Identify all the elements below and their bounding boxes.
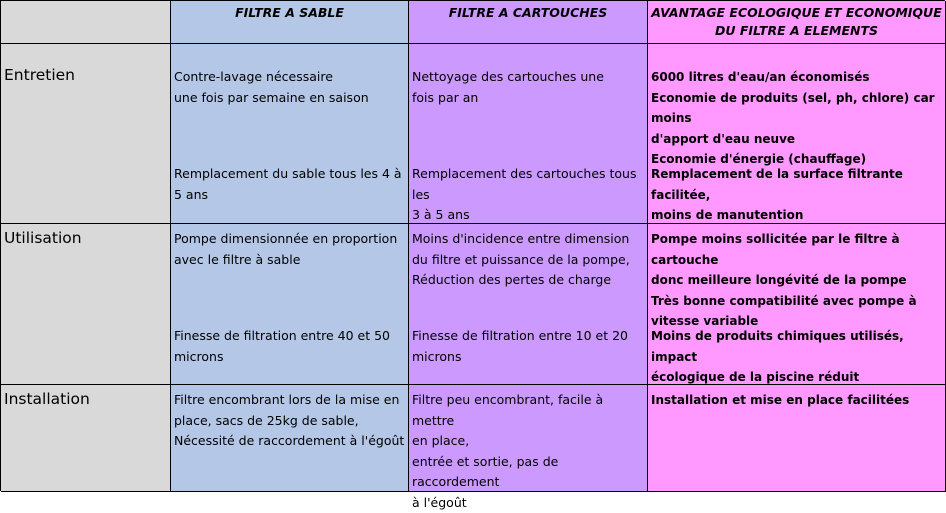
cell-entretien-cartouches xyxy=(409,44,648,224)
cell-text: Remplacement du sable tous les 4 à 5 ans xyxy=(174,166,402,202)
cell-text: Filtre peu encombrant, facile à mettre en place, entrée et sortie, pas de raccordement à l'égoût xyxy=(412,392,604,510)
cell-entretien-sable xyxy=(171,44,409,224)
header-cartouches: FILTRE A CARTOUCHES xyxy=(409,1,648,44)
cell-utilisation-avantage xyxy=(648,224,946,385)
row-label: Entretien xyxy=(4,66,76,84)
cell-installation-sable xyxy=(171,385,409,492)
row-label-cell-installation xyxy=(1,385,171,492)
cell-text: Remplacement des cartouches tous les 3 à 5 ans xyxy=(412,166,637,222)
row-label: Utilisation xyxy=(4,229,82,247)
row-label-cell-entretien xyxy=(1,44,171,224)
header-avantage-text: AVANTAGE ECOLOGIQUE ET ECONOMIQUE DU FILTRE A ELEMENTS xyxy=(651,5,942,38)
cell-installation-cartouches xyxy=(409,385,648,510)
cell-text: Finesse de filtration entre 40 et 50 microns xyxy=(174,328,391,364)
header-sable: FILTRE A SABLE xyxy=(171,1,409,44)
cell-text: Finesse de filtration entre 10 et 20 microns xyxy=(412,328,629,364)
cell-utilisation-cartouches xyxy=(409,224,648,385)
cell-text: Pompe moins sollicitée par le filtre à cartouche donc meilleure longévité de la pompe Très bonne compatibilité avec pompe à vitesse variable xyxy=(651,232,917,328)
row-label: Installation xyxy=(4,390,90,408)
cell-text: Filtre encombrant lors de la mise en place, sacs de 25kg de sable, Nécessité de raccordement à l'égoût xyxy=(174,392,405,448)
cell-text: Moins d'incidence entre dimension du filtre et puissance de la pompe, Réduction des pertes de charge xyxy=(412,231,630,287)
cell-text: Moins de produits chimiques utilisés, impact écologique de la piscine réduit xyxy=(651,329,904,384)
header-avantage xyxy=(648,1,946,44)
cell-utilisation-sable xyxy=(171,224,409,385)
cell-text: Nettoyage des cartouches une fois par an xyxy=(412,69,604,105)
cell-text: Remplacement de la surface filtrante facilitée, moins de manutention xyxy=(651,167,903,222)
row-label-cell-utilisation xyxy=(1,224,171,385)
header-corner-cell xyxy=(1,1,171,44)
cell-text: Contre-lavage nécessaire une fois par semaine en saison xyxy=(174,69,369,105)
cell-text: Installation et mise en place facilitées xyxy=(651,393,910,407)
cell-text: 6000 litres d'eau/an économisés Economie de produits (sel, ph, chlore) car moins d'apport d'eau neuve Economie d'énergie (chauffage) xyxy=(651,70,935,166)
cell-installation-avantage xyxy=(648,385,946,492)
cell-text: Pompe dimensionnée en proportion avec le filtre à sable xyxy=(174,231,398,267)
cell-entretien-avantage xyxy=(648,44,946,224)
